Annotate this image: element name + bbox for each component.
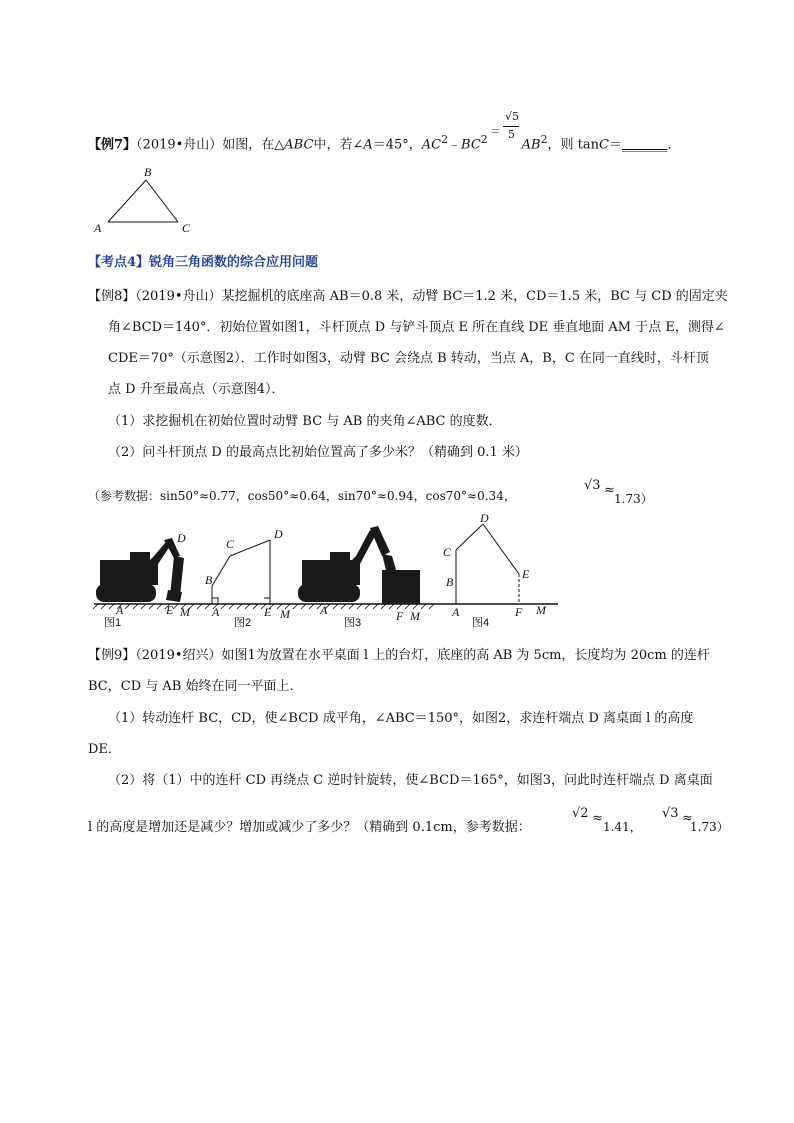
excavator-1-silhouette bbox=[96, 538, 184, 602]
fig4-label-f: F bbox=[515, 605, 523, 619]
seg-bc: BC bbox=[461, 137, 481, 153]
fig1-caption: 图1 bbox=[104, 617, 122, 629]
approx: ≈ bbox=[604, 483, 615, 498]
fig4-label-c: C bbox=[443, 545, 452, 559]
fig2-label-a: A bbox=[212, 605, 220, 619]
example-8-reference bbox=[88, 487, 516, 504]
fig1-label-e: E bbox=[166, 603, 174, 617]
fig3-label-f: F bbox=[396, 609, 404, 623]
value: 1.73） bbox=[614, 492, 653, 506]
fig2-label-m: M bbox=[280, 607, 290, 621]
example-9-line-1: 【例9】（2019•绍兴）如图1为放置在水平桌面 l 上的台灯，底座的高 AB 为 5cm，长度均为 20cm 的连杆 bbox=[88, 648, 710, 663]
label-a: A bbox=[94, 221, 102, 235]
minus: ﹣ bbox=[448, 137, 462, 153]
fraction-numerator: √5 bbox=[505, 110, 520, 123]
triangle-name: ABC bbox=[284, 137, 314, 153]
excavator-figures bbox=[88, 512, 568, 632]
reference-text: （参考数据：sin50°≈0.77，cos50°≈0.64，sin70°≈0.94，cos70°≈0.34， bbox=[88, 489, 516, 503]
example-7-line bbox=[88, 133, 680, 152]
fig4-label-e: E bbox=[522, 567, 530, 581]
fig2-label-e: E bbox=[264, 605, 272, 619]
label-b: B bbox=[144, 165, 152, 179]
triangle-figure bbox=[88, 162, 208, 237]
label-c: C bbox=[182, 221, 191, 235]
fraction-eq: ＝ bbox=[490, 125, 501, 138]
sqrt3: √3 bbox=[584, 478, 601, 493]
example-9-line-2: BC，CD 与 AB 始终在同一平面上． bbox=[88, 679, 303, 694]
fig2-label-b: B bbox=[205, 573, 213, 587]
fig3-label-m: M bbox=[410, 609, 420, 623]
example-7-tag: 【例7】 bbox=[88, 137, 137, 153]
approx-2: ≈ bbox=[682, 811, 693, 826]
exponent: 2 bbox=[441, 133, 449, 146]
text: ＝ bbox=[608, 137, 622, 153]
fig4-caption: 图4 bbox=[472, 617, 490, 629]
fig3-caption: 图3 bbox=[344, 617, 362, 629]
text: 中，若∠ bbox=[313, 137, 364, 153]
example-8-line-2: 角∠BCD＝140°．初始位置如图1，斗杆顶点 D 与铲斗顶点 E 所在直线 DE 垂直地面 AM 于点 E，测得∠ bbox=[108, 320, 725, 335]
fig4-label-m: M bbox=[536, 603, 546, 617]
example-9-question-2b: l 的高度是增加还是减少？增加或减少了多少？（精确到 0.1cm，参考数据： bbox=[88, 820, 531, 835]
example-8-question-1: （1）求挖掘机在初始位置时动臂 BC 与 AB 的夹角∠ABC 的度数． bbox=[108, 414, 502, 429]
fraction-bar bbox=[503, 126, 519, 127]
fig2-label-d: D bbox=[274, 527, 283, 541]
section-heading: 【考点4】锐角三角函数的综合应用问题 bbox=[88, 255, 319, 270]
example-8-line-1: 【例8】（2019•舟山）某挖掘机的底座高 AB＝0.8 米，动臂 BC＝1.2 米，CD＝1.5 米，BC 与 CD 的固定夹 bbox=[88, 289, 728, 304]
text: ，则 tan bbox=[547, 137, 599, 153]
text: ＝45°， bbox=[372, 137, 422, 153]
fig1-label-m: M bbox=[180, 605, 190, 619]
example-9-question-1a: （1）转动连杆 BC，CD，使∠BCD 成平角，∠ABC＝150°，如图2，求连杆端点 D 离桌面 l 的高度 bbox=[108, 711, 694, 726]
example-8-question-2: （2）问斗杆顶点 D 的最高点比初始位置高了多少米？（精确到 0.1 米） bbox=[108, 445, 528, 460]
example-9-question-2a: （2）将（1）中的连杆 CD 再绕点 C 逆时针旋转，使∠BCD＝165°，如图3，问此时连杆端点 D 离桌面 bbox=[108, 773, 713, 788]
exponent: 2 bbox=[540, 133, 548, 146]
seg-ab: AB bbox=[521, 137, 541, 153]
example-8-line-4: 点 D 升至最高点（示意图4）． bbox=[108, 382, 285, 397]
fig4-label-a: A bbox=[452, 605, 460, 619]
fig1-label-d: D bbox=[177, 531, 186, 545]
value-2: 1.73） bbox=[690, 820, 729, 834]
answer-blank: _______ bbox=[621, 137, 668, 153]
angle-c: C bbox=[599, 137, 609, 153]
value-1: 1.41， bbox=[603, 820, 642, 834]
fig4-label-b: B bbox=[446, 575, 454, 589]
fig3-label-a: A bbox=[320, 603, 328, 617]
seg-ac: AC bbox=[421, 137, 442, 153]
approx-1: ≈ bbox=[592, 811, 603, 826]
sqrt3-b: √3 bbox=[662, 806, 679, 821]
fig4-label-d: D bbox=[480, 512, 489, 525]
fig1-label-a: A bbox=[116, 603, 124, 617]
fig2-caption: 图2 bbox=[234, 617, 252, 629]
exponent: 2 bbox=[480, 133, 488, 146]
fig2-label-c: C bbox=[226, 537, 235, 551]
fraction-denominator: 5 bbox=[508, 128, 515, 141]
sqrt2: √2 bbox=[572, 806, 589, 821]
text: ． bbox=[667, 137, 681, 153]
example-7-source: （2019•舟山）如图，在△ bbox=[136, 137, 285, 153]
example-9-question-1b: DE． bbox=[88, 742, 121, 757]
angle-a: A bbox=[363, 137, 373, 153]
example-8-line-3: CDE＝70°（示意图2）．工作时如图3，动臂 BC 会绕点 B 转动，当点 A，B，C 在同一直线时，斗杆顶 bbox=[108, 351, 709, 366]
excavator-3-silhouette bbox=[298, 526, 420, 604]
